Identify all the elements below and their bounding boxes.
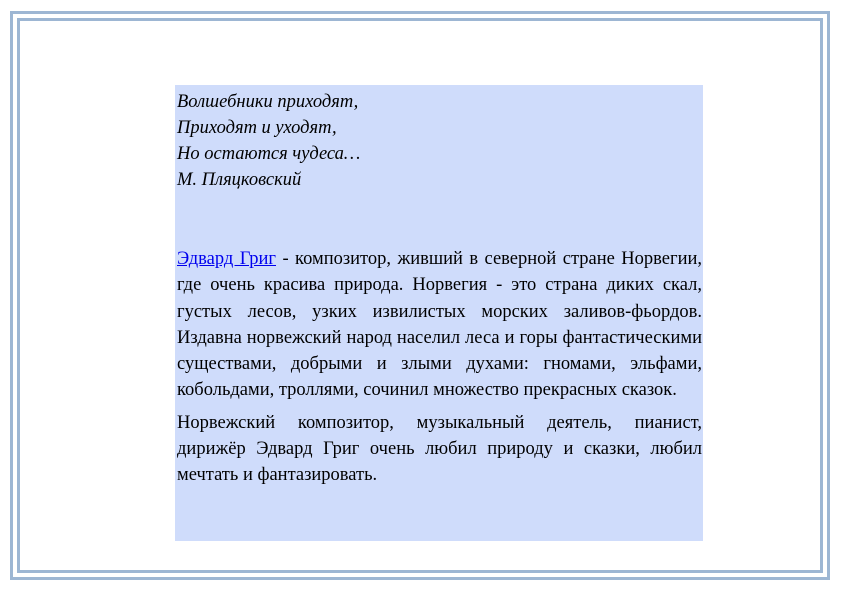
epigraph: [177, 89, 702, 193]
epigraph-line-2: Приходят и уходят,: [177, 118, 337, 138]
epigraph-author: М. Пляцковский: [177, 170, 302, 190]
paragraph-grieg-composer: Норвежский композитор, музыкальный деятель, пианист, дирижёр Эдвард Григ очень любил природу и сказки, любил мечтать и фантазировать.: [177, 412, 702, 486]
epigraph-line-3: Но остаются чудеса…: [177, 144, 361, 164]
text-box: [175, 85, 703, 541]
epigraph-line-1: Волшебники приходят,: [177, 92, 359, 112]
paragraph-grieg-intro: [177, 246, 702, 404]
paragraph-1-text: - композитор, живший в северной стране Норвегии, где очень красива природа. Норвегия - это страна диких скал, густых лесов, узких извилистых морских заливов-фьордов. Издавна норвежский народ населил леса и горы фантастическими существами, добрыми и злыми духами: гномами, эльфами, кобольдами, троллями, сочинил множество прекрасных сказок.: [177, 249, 702, 401]
grieg-link[interactable]: Эдвард Григ: [177, 249, 276, 269]
spacer: [177, 193, 702, 246]
